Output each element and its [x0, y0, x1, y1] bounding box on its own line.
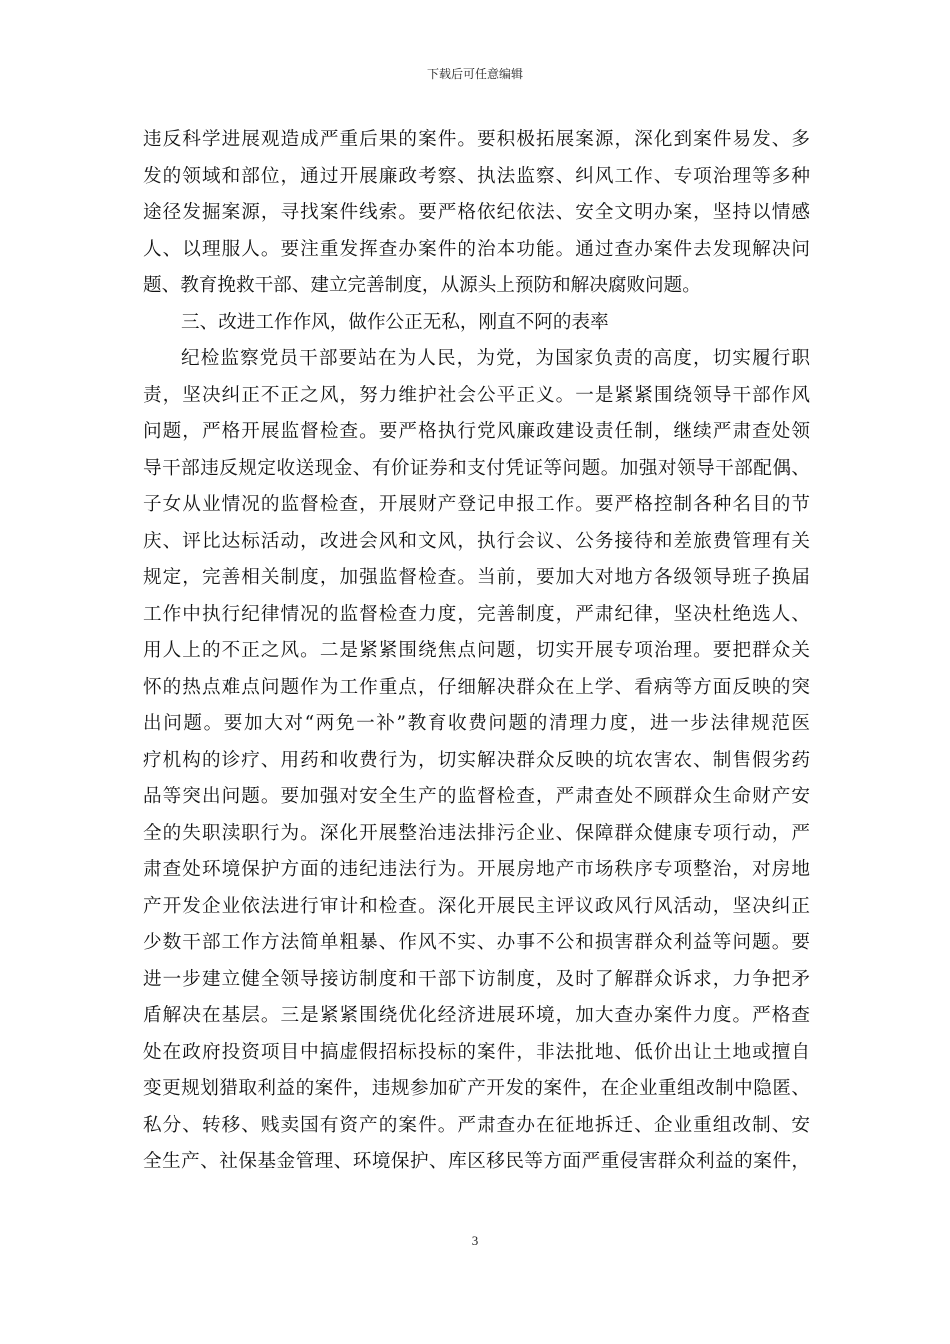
page-header: 下载后可任意编辑: [426, 67, 523, 81]
text-line: 庆、评比达标活动，改进会风和文风，执行会议、公务接待和差旅费管理有关: [143, 530, 810, 552]
text-line: 问题，严格开展监督检查。要严格执行党风廉政建设责任制，继续严肃查处领: [143, 421, 810, 442]
text-line: 责，坚决纠正不正之风，努力维护社会公平正义。一是紧紧围绕领导干部作风: [143, 384, 810, 406]
text-line: 产开发企业依法进行审计和检查。深化开展民主评议政风行风活动，坚决纠正: [143, 895, 810, 917]
text-line: 导干部违反规定收送现金、有价证券和支付凭证等问题。加强对领导干部配偶、: [143, 457, 810, 479]
text-line: 工作中执行纪律情况的监督检查力度，完善制度，严肃纪律，坚决杜绝选人、: [143, 603, 810, 625]
text-line: 进一步建立健全领导接访制度和干部下访制度，及时了解群众诉求，力争把矛: [143, 968, 810, 990]
page-number: 3: [471, 1233, 479, 1248]
text-line: 品等突出问题。要加强对安全生产的监督检查，严肃查处不顾群众生命财产安: [143, 786, 810, 807]
body-text: [143, 122, 810, 1181]
text-line: 怀的热点难点问题作为工作重点，仔细解决群众在上学、看病等方面反映的突: [143, 676, 810, 698]
text-line: 全生产、社保基金管理、环境保护、库区移民等方面严重侵害群众利益的案件，: [143, 1151, 810, 1172]
text-line: 违反科学进展观造成严重后果的案件。要积极拓展案源，深化到案件易发、多: [143, 129, 810, 150]
text-line: 出问题。要加大对“两免一补”教育收费问题的清理力度，进一步法律规范医: [143, 713, 810, 734]
text-line: 处在政府投资项目中搞虚假招标投标的案件，非法批地、低价出让土地或擅自: [143, 1041, 810, 1063]
text-line: 纪检监察党员干部要站在为人民，为党，为国家负责的高度，切实履行职: [181, 348, 810, 369]
text-line: 肃查处环境保护方面的违纪违法行为。开展房地产市场秩序专项整治，对房地: [143, 859, 810, 880]
text-line: 人、以理服人。要注重发挥查办案件的治本功能。通过查办案件去发现解决问: [143, 238, 810, 260]
text-line: 途径发掘案源，寻找案件线索。要严格依纪依法、安全文明办案，坚持以情感: [143, 202, 810, 223]
text-line: 变更规划猎取利益的案件，违规参加矿产开发的案件，在企业重组改制中隐匿、: [143, 1078, 810, 1099]
section-heading: 三、改进工作作风，做作公正无私，刚直不阿的表率: [181, 311, 609, 333]
text-line: 用人上的不正之风。二是紧紧围绕焦点问题，切实开展专项治理。要把群众关: [143, 640, 810, 661]
text-line: 全的失职渎职行为。深化开展整治违法排污企业、保障群众健康专项行动，严: [143, 822, 810, 844]
text-line: 规定，完善相关制度，加强监督检查。当前，要加大对地方各级领导班子换届: [143, 567, 810, 588]
text-line: 疗机构的诊疗、用药和收费行为，切实解决群众反映的坑农害农、制售假劣药: [143, 749, 810, 771]
text-line: 盾解决在基层。三是紧紧围绕优化经济进展环境，加大查办案件力度。严格查: [143, 1005, 810, 1026]
text-line: 题、教育挽救干部、建立完善制度，从源头上预防和解决腐败问题。: [143, 275, 701, 296]
text-line: 子女从业情况的监督检查，开展财产登记申报工作。要严格控制各种名目的节: [143, 494, 810, 515]
text-line: 私分、转移、贱卖国有资产的案件。严肃查办在征地拆迁、企业重组改制、安: [143, 1114, 810, 1136]
text-line: 少数干部工作方法简单粗暴、作风不实、办事不公和损害群众利益等问题。要: [143, 932, 810, 953]
text-line: 发的领域和部位，通过开展廉政考察、执法监察、纠风工作、专项治理等多种: [143, 165, 810, 187]
